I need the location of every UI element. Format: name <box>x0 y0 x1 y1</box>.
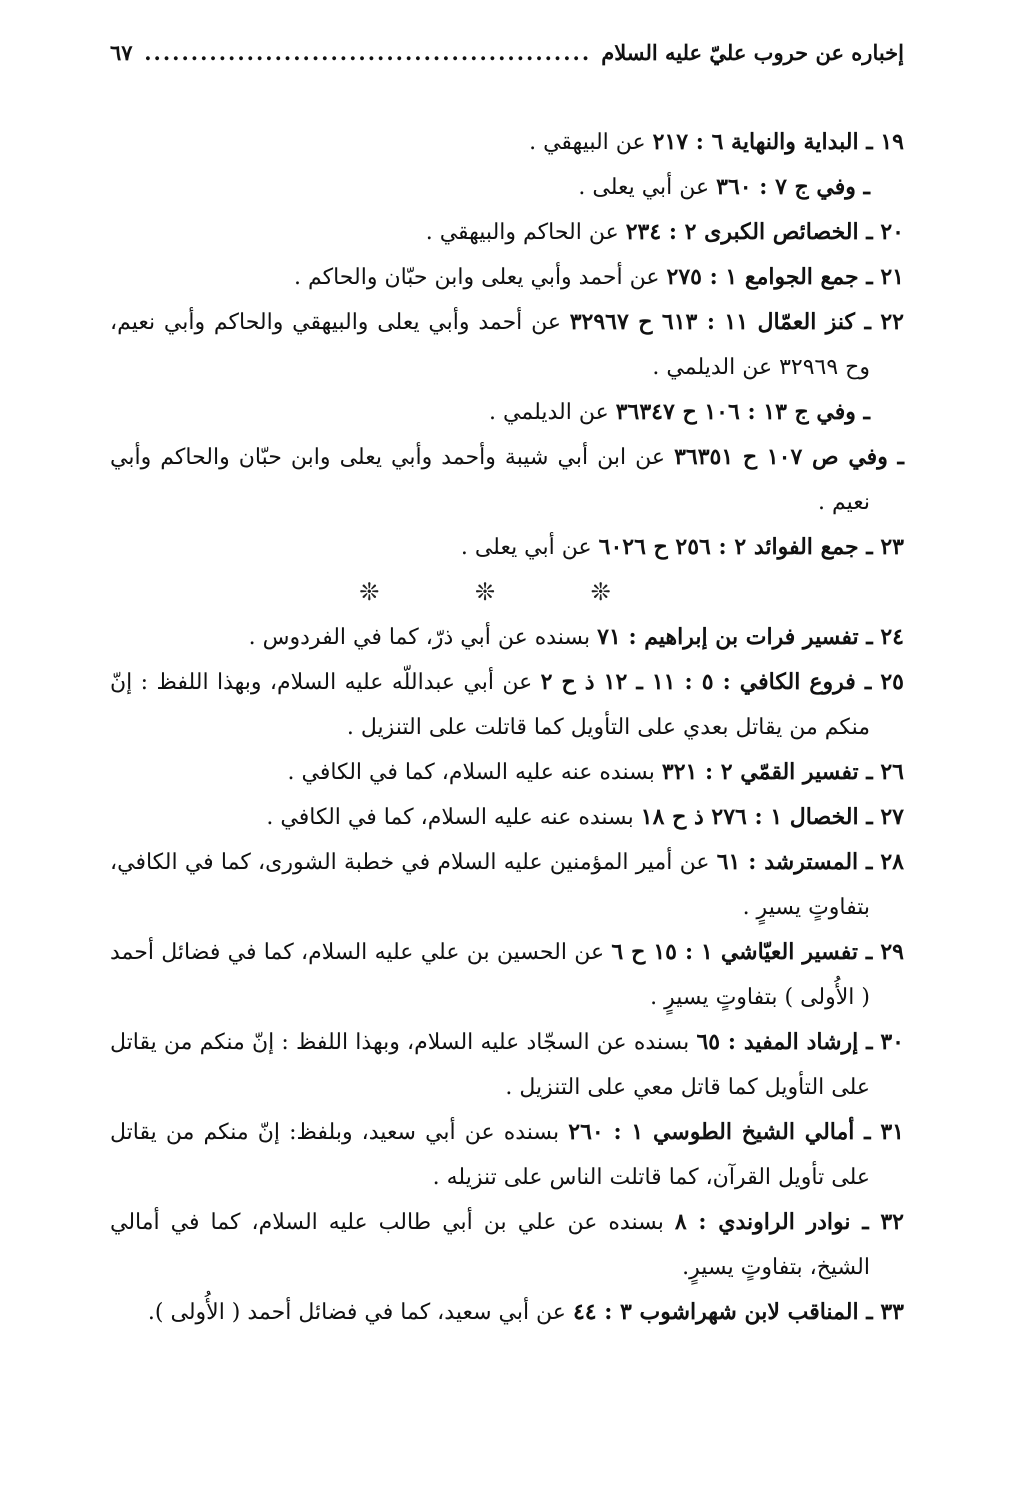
chapter-title: إخباره عن حروب عليّ عليه السلام <box>601 40 904 65</box>
source-label: ٣٢ ـ نوادر الراوندي : ٨ <box>674 1209 904 1235</box>
source-label: ٢٧ ـ الخصال ١ : ٢٧٦ ذ ح ١٨ <box>640 804 904 830</box>
source-label: ٣٠ ـ إرشاد المفيد : ٦٥ <box>696 1029 904 1055</box>
reference-entry <box>110 660 904 750</box>
source-note: عن البيهقي . <box>529 130 653 155</box>
source-note: عن الديلمي . <box>489 400 616 425</box>
running-header <box>110 40 904 65</box>
source-note: بسنده عنه عليه السلام، كما في الكافي . <box>266 805 641 830</box>
source-note: بسنده عن علي بن أبي طالب عليه السلام، كما في أمالي الشيخ، بتفاوتٍ يسيرٍ. <box>110 1210 870 1280</box>
source-note: بسنده عن أبي سعيد، وبلفظ: إنّ منكم من يقاتل على تأويل القرآن، كما قاتلت الناس على تنزيله . <box>110 1120 870 1190</box>
reference-entry <box>110 210 904 255</box>
source-note: عن أمير المؤمنين عليه السلام في خطبة الشورى، كما في الكافي، بتفاوتٍ يسيرٍ . <box>110 850 870 920</box>
source-label: ٢٦ ـ تفسير القمّي ٢ : ٣٢١ <box>661 759 904 785</box>
source-note: عن أحمد وأبي يعلى والبيهقي والحاكم وأبي نعيم، وح ٣٢٩٦٩ عن الديلمي . <box>110 310 870 380</box>
reference-entry <box>110 795 904 840</box>
reference-entry <box>110 840 904 930</box>
header-leader-dots: ................................................ <box>144 40 592 65</box>
reference-subentry <box>110 165 904 210</box>
reference-entry <box>110 930 904 1020</box>
source-label: ٢٥ ـ فروع الكافي : ٥ : ١١ ـ ١٢ ذ ح ٢ <box>540 669 904 695</box>
reference-entry <box>110 120 904 165</box>
source-label: ٢٩ ـ تفسير العيّاشي ١ : ١٥ ح ٦ <box>611 939 904 965</box>
source-note: بسنده عن السجّاد عليه السلام، وبهذا اللفظ : إنّ منكم من يقاتل على التأويل كما قاتل معي على التنزيل . <box>110 1030 870 1100</box>
source-label: ٢٢ ـ كنز العمّال ١١ : ٦١٣ ح ٣٢٩٦٧ <box>569 309 904 335</box>
source-note: عن أحمد وأبي يعلى وابن حبّان والحاكم . <box>294 265 667 290</box>
source-label: ٢٨ ـ المسترشد : ٦١ <box>716 849 904 875</box>
source-note: بسنده عن أبي ذرّ، كما في الفردوس . <box>248 625 598 650</box>
source-note: عن ابن أبي شيبة وأحمد وأبي يعلى وابن حبّان والحاكم وأبي نعيم . <box>110 445 870 515</box>
source-label: ٢٤ ـ تفسير فرات بن إبراهيم : ٧١ <box>597 624 904 650</box>
reference-entry <box>110 255 904 300</box>
source-note: عن الحسين بن علي عليه السلام، كما في فضائل أحمد ( الأُولى ) بتفاوتٍ يسيرٍ . <box>110 940 870 1010</box>
section-separator: ❊ ❊ ❊ <box>359 578 655 606</box>
reference-entry <box>110 750 904 795</box>
reference-entry <box>110 1110 904 1200</box>
source-label: ٢١ ـ جمع الجوامع ١ : ٢٧٥ <box>666 264 904 290</box>
source-label: ـ وفي ص ١٠٧ ح ٣٦٣٥١ <box>674 444 904 470</box>
reference-entry <box>110 525 904 570</box>
source-label: ـ وفي ج ٧ : ٣٦٠ <box>716 174 870 200</box>
source-note: عن أبي سعيد، كما في فضائل أحمد ( الأُولى ). <box>147 1300 573 1325</box>
source-label: ٢٣ ـ جمع الفوائد ٢ : ٢٥٦ ح ٦٠٢٦ <box>598 534 904 560</box>
source-note: بسنده عنه عليه السلام، كما في الكافي . <box>287 760 662 785</box>
reference-entry <box>110 1020 904 1110</box>
reference-subentry <box>110 390 904 435</box>
page-number: ٦٧ <box>110 40 133 65</box>
source-note: عن أبي يعلى . <box>578 175 717 200</box>
source-note: عن أبي يعلى . <box>460 535 599 560</box>
source-label: ٣٣ ـ المناقب لابن شهراشوب ٣ : ٤٤ <box>572 1299 904 1325</box>
reference-list <box>110 120 904 1335</box>
reference-entry <box>110 615 904 660</box>
reference-entry <box>110 300 904 390</box>
source-note: عن الحاكم والبيهقي . <box>425 220 626 245</box>
source-label: ـ وفي ج ١٣ : ١٠٦ ح ٣٦٣٤٧ <box>615 399 870 425</box>
source-note: عن أبي عبداللّه عليه السلام، وبهذا اللفظ : إنّ منكم من يقاتل بعدي على التأويل كما قاتلت على التنزيل . <box>110 670 870 740</box>
reference-entry <box>110 1290 904 1335</box>
source-label: ١٩ ـ البداية والنهاية ٦ : ٢١٧ <box>652 129 904 155</box>
reference-entry <box>110 1200 904 1290</box>
source-label: ٣١ ـ أمالي الشيخ الطوسي ١ : ٢٦٠ <box>568 1119 904 1145</box>
reference-subentry <box>110 435 904 525</box>
source-label: ٢٠ ـ الخصائص الكبرى ٢ : ٢٣٤ <box>625 219 904 245</box>
